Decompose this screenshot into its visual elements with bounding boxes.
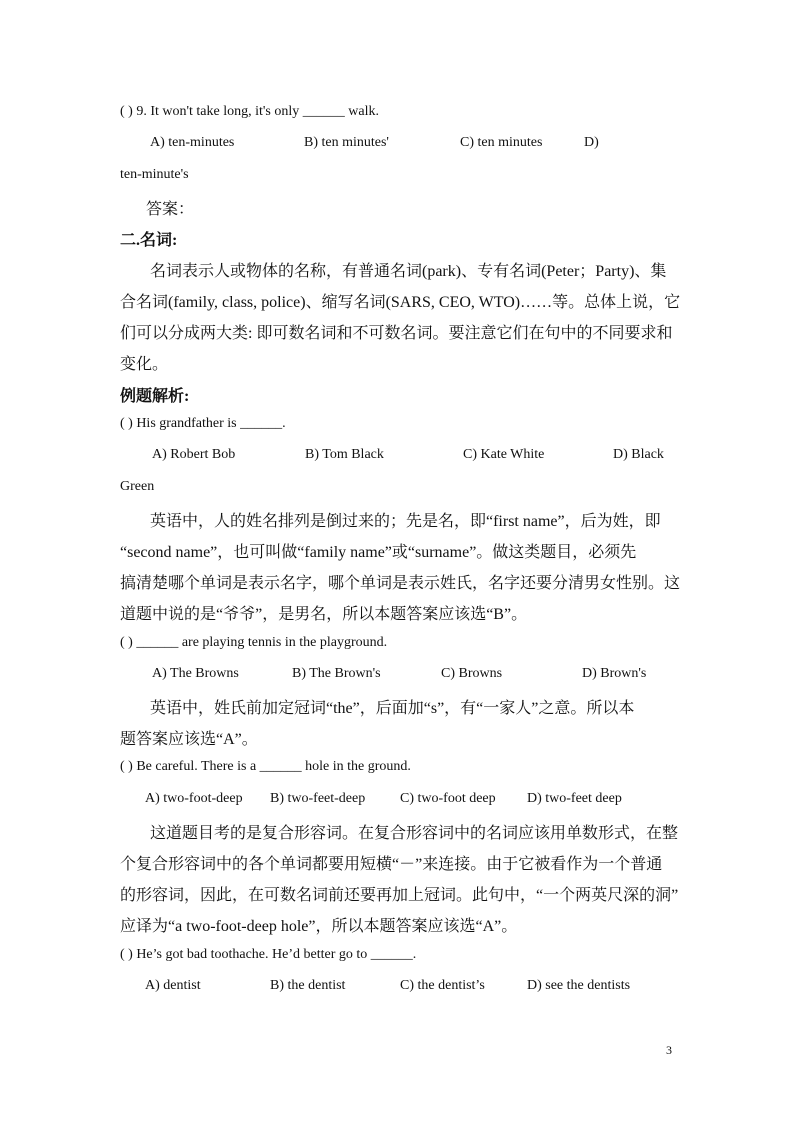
ex1-option-d: D) Black (613, 447, 664, 462)
q9-answer-label: 答案： (146, 201, 195, 218)
intro-line-3: 们可以分成两大类: 即可数名词和不可数名词。要注意它们在句中的不同要求和 (120, 325, 673, 342)
ex1-explain-4: 道题中说的是“爷爷”，是男名，所以本题答案应该选“B”。 (120, 606, 528, 623)
ex4-option-c: C) the dentist’s (400, 978, 485, 993)
example-1-stem: ( ) His grandfather is ______. (120, 416, 286, 431)
ex1-option-d-wrap: Green (120, 479, 155, 494)
example-4-stem: ( ) He’s got bad toothache. He’d better go to ______. (120, 947, 417, 962)
page-number: 3 (666, 1043, 672, 1057)
examples-heading: 例题解析: (120, 388, 190, 405)
ex3-explain-4: 应译为“a two-foot-deep hole”，所以本题答案应该选“A”。 (120, 918, 518, 935)
example-2-stem: ( ) ______ are playing tennis in the playground. (120, 635, 388, 650)
ex3-option-c: C) two-foot deep (400, 791, 496, 806)
ex3-option-a: A) two-foot-deep (145, 791, 243, 806)
ex3-option-b: B) two-feet-deep (270, 791, 366, 806)
intro-line-2: 合名词(family, class, police)、缩写名词(SARS, CEO, WTO)……等。总体上说，它 (120, 294, 681, 311)
ex1-explain-3: 搞清楚哪个单词是表示名字，哪个单词是表示姓氏，名字还要分清男女性别。这 (120, 575, 681, 592)
ex1-option-c: C) Kate White (463, 447, 545, 462)
ex1-explain-2: “second name”，也可叫做“family name”或“surname”。做这类题目，必须先 (120, 544, 637, 561)
ex2-option-c: C) Browns (441, 666, 503, 681)
ex2-option-b: B) The Brown's (292, 666, 381, 681)
intro-line-1: 名词表示人或物体的名称，有普通名词(park)、专有名词(Peter；Party)、集 (150, 263, 667, 280)
ex3-explain-2: 个复合形容词中的各个单词都要用短横“－”来连接。由于它被看作为一个普通 (120, 856, 663, 873)
q9-option-c: C) ten minutes (460, 135, 543, 150)
q9-option-d-wrap: ten-minute's (120, 167, 189, 182)
q9-option-a: A) ten-minutes (150, 135, 235, 150)
example-3-stem: ( ) Be careful. There is a ______ hole in the ground. (120, 759, 411, 774)
ex4-option-a: A) dentist (145, 978, 201, 993)
intro-line-4: 变化。 (120, 356, 169, 373)
ex2-option-d: D) Brown's (582, 666, 647, 681)
question-9-stem: ( ) 9. It won't take long, it's only ______ walk. (120, 104, 379, 119)
ex4-option-d: D) see the dentists (527, 978, 631, 993)
q9-option-b: B) ten minutes' (304, 135, 389, 150)
ex4-option-b: B) the dentist (270, 978, 346, 993)
ex3-option-d: D) two-feet deep (527, 791, 622, 806)
q9-option-d: D) (584, 135, 599, 150)
section-heading: 二.名词: (120, 232, 178, 249)
ex2-option-a: A) The Browns (152, 666, 239, 681)
ex2-explain-1: 英语中，姓氏前加定冠词“the”，后面加“s”，有“一家人”之意。所以本 (150, 700, 635, 717)
ex3-explain-1: 这道题目考的是复合形容词。在复合形容词中的名词应该用单数形式，在整 (150, 825, 679, 842)
ex1-option-a: A) Robert Bob (152, 447, 236, 462)
ex1-option-b: B) Tom Black (305, 447, 384, 462)
ex3-explain-3: 的形容词，因此，在可数名词前还要再加上冠词。此句中，“一个两英尺深的洞” (120, 887, 679, 904)
ex2-explain-2: 题答案应该选“A”。 (120, 731, 258, 748)
ex1-explain-1: 英语中，人的姓名排列是倒过来的；先是名，即“first name”，后为姓，即 (150, 513, 661, 530)
